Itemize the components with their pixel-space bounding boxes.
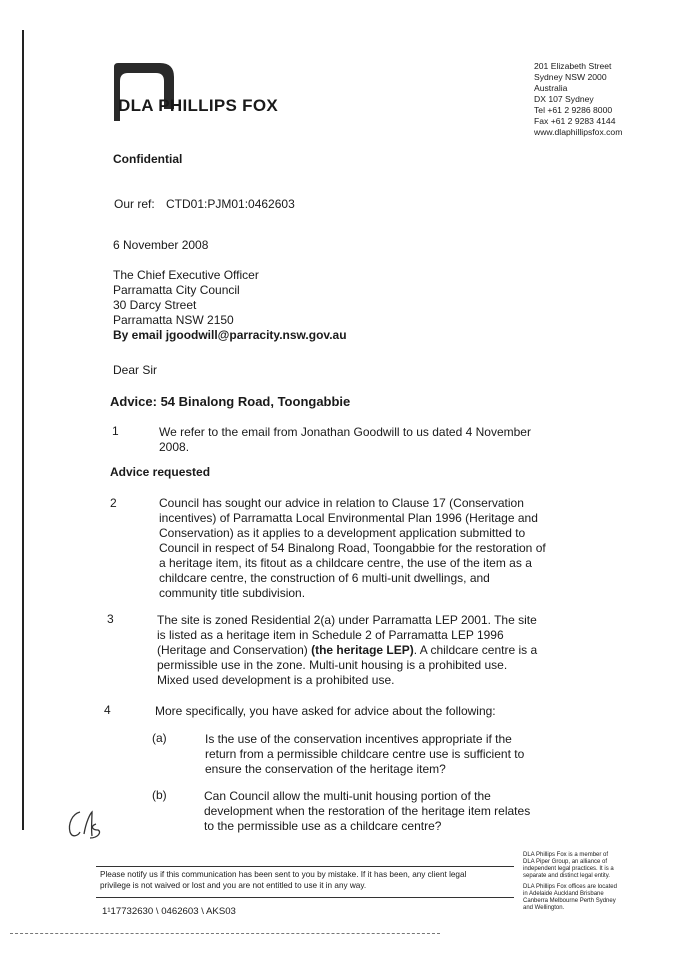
- para-line: We refer to the email from Jonathan Goodwill to us dated 4 November: [159, 425, 531, 439]
- item-line: to the permissible use as a childcare centre?: [204, 819, 442, 833]
- notice-line: Please notify us if this communication has been sent to you by mistake. If it has been, any client legal: [100, 870, 467, 879]
- para-line: permissible use in the zone. Multi-unit housing is a prohibited use.: [157, 658, 508, 672]
- legal-note-line: DLA Piper Group, an alliance of: [523, 859, 608, 865]
- legal-note-line: independent legal practices. It is a: [523, 866, 614, 872]
- address-line: Tel +61 2 9286 8000: [534, 105, 613, 115]
- address-line: 201 Elizabeth Street: [534, 61, 612, 71]
- legal-note-line: Canberra Melbourne Perth Sydney: [523, 898, 616, 904]
- firm-address-block: [534, 61, 670, 138]
- para-number: 1: [112, 424, 119, 438]
- para-4-intro: More specifically, you have asked for advice about the following:: [155, 704, 496, 718]
- para-number: 4: [104, 703, 111, 717]
- recipient-line: The Chief Executive Officer: [113, 268, 259, 282]
- para-line: The site is zoned Residential 2(a) under Parramatta LEP 2001. The site: [157, 613, 537, 627]
- para-number: 3: [107, 612, 114, 626]
- recipient-line: Parramatta City Council: [113, 283, 240, 297]
- address-line: www.dlaphillipsfox.com: [534, 127, 623, 137]
- footer-notice: [100, 869, 510, 891]
- para-line: incentives) of Parramatta Local Environmental Plan 1996 (Heritage and: [159, 511, 538, 525]
- item-a: [205, 732, 525, 777]
- page-bottom-edge: [10, 933, 440, 935]
- legal-note-line: separate and distinct legal entity.: [523, 873, 610, 879]
- recipient-line: Parramatta NSW 2150: [113, 313, 234, 327]
- item-line: return from a permissible childcare centre use is sufficient to: [205, 747, 525, 761]
- letter-date: 6 November 2008: [113, 238, 209, 252]
- para-line: Council has sought our advice in relation to Clause 17 (Conservation: [159, 496, 524, 510]
- para-line: is listed as a heritage item in Schedule 2 of Parramatta LEP 1996: [157, 628, 504, 642]
- para-text: (Heritage and Conservation): [157, 643, 312, 657]
- para-line: Conservation) as it applies to a development application submitted to: [159, 526, 526, 540]
- item-b: [204, 789, 531, 834]
- address-line: DX 107 Sydney: [534, 94, 594, 104]
- ref-value: CTD01:PJM01:0462603: [166, 197, 295, 211]
- legal-note-line: and Wellington.: [523, 905, 565, 911]
- footer-bottom-rule: [96, 897, 514, 898]
- address-line: Australia: [534, 83, 568, 93]
- recipient-email: By email jgoodwill@parracity.nsw.gov.au: [113, 328, 347, 342]
- notice-line: privilege is not waived or lost and you are not entitled to use it in any way.: [100, 881, 367, 890]
- para-text: . A childcare centre is a: [413, 643, 538, 657]
- page-edge-rule: [22, 30, 24, 830]
- item-label: (b): [152, 788, 167, 802]
- recipient-line: 30 Darcy Street: [113, 298, 197, 312]
- item-line: Can Council allow the multi-unit housing portion of the: [204, 789, 491, 803]
- para-2: [159, 496, 546, 601]
- confidential-label: Confidential: [113, 152, 183, 166]
- handwritten-initials: [66, 808, 106, 842]
- para-line: childcare centre, the construction of 6 multi-unit dwellings, and: [159, 571, 490, 585]
- section-heading: Advice requested: [110, 465, 211, 479]
- item-label: (a): [152, 731, 167, 745]
- footer-top-rule: [96, 866, 514, 867]
- legal-note-line: DLA Phillips Fox offices are located: [523, 884, 617, 890]
- para-line: community title subdivision.: [159, 586, 306, 600]
- salutation: Dear Sir: [113, 363, 158, 377]
- firm-legal-note: [523, 852, 623, 912]
- legal-note-line: in Adelaide Auckland Brisbane: [523, 891, 604, 897]
- firm-name-logo: DLA PHILLIPS FOX: [118, 96, 279, 115]
- ref-label: Our ref:: [114, 197, 155, 211]
- legal-note-line: DLA Phillips Fox is a member of: [523, 852, 609, 858]
- para-line: Council in respect of 54 Binalong Road, Toongabbie for the restoration of: [159, 541, 546, 555]
- subject-heading: Advice: 54 Binalong Road, Toongabbie: [110, 394, 351, 409]
- para-line: [157, 643, 538, 658]
- para-line: 2008.: [159, 440, 190, 454]
- para-number: 2: [110, 496, 117, 510]
- address-line: Sydney NSW 2000: [534, 72, 607, 82]
- para-line: a heritage item, its fitout as a childcare centre, the use of the item as a: [159, 556, 532, 570]
- para-line: Mixed used development is a prohibited use.: [157, 673, 395, 687]
- para-3: [157, 613, 538, 688]
- item-line: Is the use of the conservation incentives appropriate if the: [205, 732, 512, 746]
- document-reference: 1¹17732630 \ 0462603 \ AKS03: [102, 906, 236, 917]
- para-1: [159, 425, 529, 455]
- item-line: development when the restoration of the heritage item relates: [204, 804, 531, 818]
- item-line: ensure the conservation of the heritage item?: [205, 762, 446, 776]
- defined-term: (the heritage LEP): [311, 643, 414, 657]
- address-line: Fax +61 2 9283 4144: [534, 116, 616, 126]
